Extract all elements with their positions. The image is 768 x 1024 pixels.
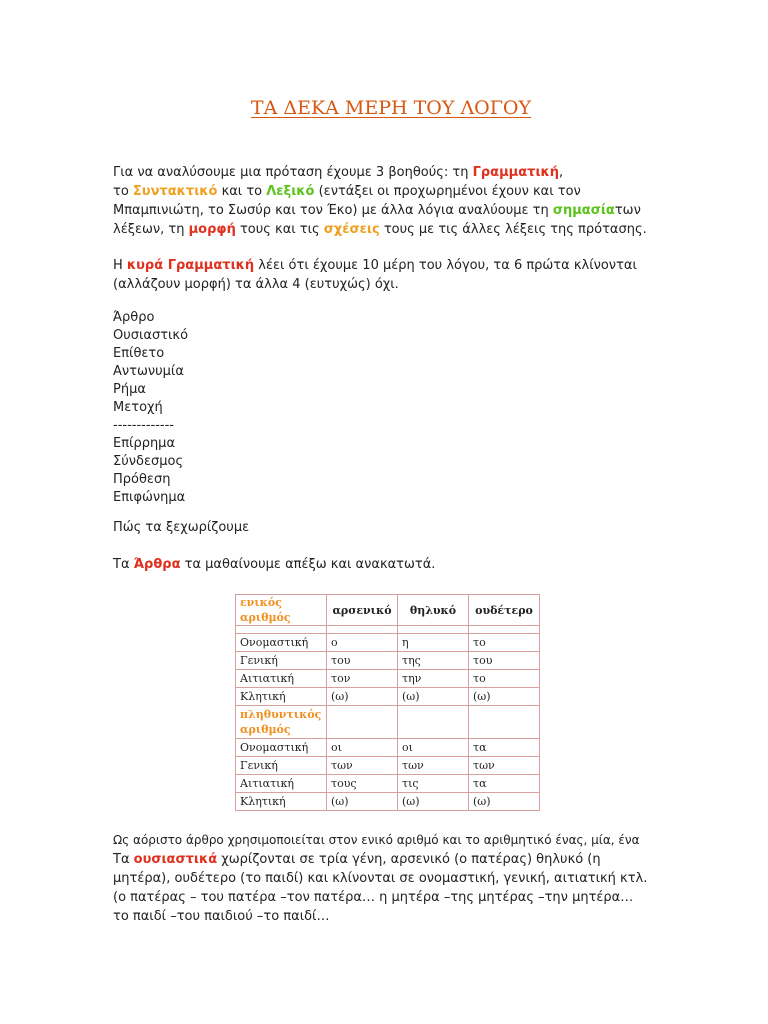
grammar-line-2: (αλλάζουν μορφή) τα άλλα 4 (ευτυχώς) όχι. xyxy=(113,277,399,292)
table-cell: Κλητική xyxy=(236,793,327,811)
keyword-nouns: ουσιαστικά xyxy=(133,852,218,867)
table-cell: το xyxy=(469,634,540,652)
intro-line-4 xyxy=(113,220,673,239)
list-item: Επίθετο xyxy=(113,346,165,361)
how-heading: Πώς τα ξεχωρίζουμε xyxy=(113,520,250,535)
singular-label: ενικός αριθμός xyxy=(236,595,327,626)
table-cell: Ονομαστική xyxy=(236,739,327,757)
table-spacer-row xyxy=(236,626,540,634)
indefinite-article-line: Ως αόριστο άρθρο χρησιμοποιείται στον ενικό αριθμό και το αριθμητικό ένας, μία, ένα xyxy=(113,833,640,847)
table-cell: Αιτιατική xyxy=(236,775,327,793)
column-header: αρσενικό xyxy=(327,595,398,626)
list-item: Επιφώνημα xyxy=(113,490,186,505)
keyword-relations: σχέσεις xyxy=(323,222,380,237)
table-cell: των xyxy=(469,757,540,775)
grammar-line-1 xyxy=(113,256,673,275)
table-row xyxy=(236,688,540,706)
table-cell: τους xyxy=(327,775,398,793)
table-cell: (ω) xyxy=(398,793,469,811)
nouns-line: μητέρα), ουδέτερο (το παιδί) και κλίνονται σε ονομαστική, γενική, αιτιατική κτλ. xyxy=(113,871,648,886)
table-cell: τις xyxy=(398,775,469,793)
intro-text: (εντάξει οι προχωρημένοι έχουν και τον xyxy=(314,184,581,199)
table-cell: ο xyxy=(327,634,398,652)
table-row xyxy=(236,775,540,793)
keyword-lady-grammar: κυρά Γραμματική xyxy=(126,258,255,273)
page-title: ΤΑ ΔΕΚΑ ΜΕΡΗ ΤΟΥ ΛΟΓΟΥ xyxy=(250,97,532,119)
table-cell: του xyxy=(469,652,540,670)
intro-line-1 xyxy=(113,163,673,182)
table-cell: οι xyxy=(398,739,469,757)
table-row xyxy=(236,634,540,652)
articles-text: τα μαθαίνουμε απέξω και ανακατωτά. xyxy=(180,557,436,572)
parts-of-speech-list xyxy=(113,309,188,507)
grammar-text: Η xyxy=(113,258,127,273)
table-cell: την xyxy=(398,670,469,688)
nouns-paragraph xyxy=(113,831,647,926)
table-cell: (ω) xyxy=(327,688,398,706)
intro-text: Μπαμπινιώτη, το Σωσύρ και τον Έκο) με άλλα λόγια αναλύουμε τη xyxy=(113,203,553,218)
intro-text: των xyxy=(614,203,641,218)
table-cell: Ονομαστική xyxy=(236,634,327,652)
column-header: θηλυκό xyxy=(398,595,469,626)
intro-text: , xyxy=(559,165,564,180)
keyword-meaning: σημασία xyxy=(552,203,615,218)
list-divider: ------------- xyxy=(113,418,174,433)
table-cell: Κλητική xyxy=(236,688,327,706)
intro-line-3 xyxy=(113,201,673,220)
list-item: Άρθρο xyxy=(113,310,155,325)
intro-paragraph xyxy=(113,163,673,239)
intro-text: τους με τις άλλες λέξεις της πρότασης. xyxy=(379,222,647,237)
table-cell: τα xyxy=(469,739,540,757)
articles-sentence xyxy=(113,557,435,572)
table-row xyxy=(236,793,540,811)
list-item: Μετοχή xyxy=(113,400,163,415)
keyword-articles: Άρθρα xyxy=(133,557,181,572)
articles-table xyxy=(235,594,540,811)
intro-line-2 xyxy=(113,182,673,201)
keyword-lexicon: Λεξικό xyxy=(266,184,315,199)
table-cell: Αιτιατική xyxy=(236,670,327,688)
nouns-line: το παιδί –του παιδιού –το παιδί… xyxy=(113,909,330,924)
table-cell: (ω) xyxy=(327,793,398,811)
table-row xyxy=(236,670,540,688)
table-cell: των xyxy=(398,757,469,775)
table-row xyxy=(236,652,540,670)
table-row xyxy=(236,739,540,757)
nouns-line: (ο πατέρας – του πατέρα –τον πατέρα… η μητέρα –της μητέρας –την μητέρα… xyxy=(113,890,634,905)
nouns-text: Τα xyxy=(113,852,134,867)
list-item: Ουσιαστικό xyxy=(113,328,189,343)
grammar-paragraph xyxy=(113,256,673,294)
nouns-line xyxy=(113,850,647,869)
table-cell: Γενική xyxy=(236,757,327,775)
nouns-text: χωρίζονται σε τρία γένη, αρσενικό (ο πατέρας) θηλυκό (η xyxy=(217,852,601,867)
grammar-text: λέει ότι έχουμε 10 μέρη του λόγου, τα 6 πρώτα κλίνονται xyxy=(254,258,637,273)
table-cell: των xyxy=(327,757,398,775)
intro-text: και το xyxy=(217,184,267,199)
table-cell: (ω) xyxy=(469,793,540,811)
intro-text: το xyxy=(113,184,133,199)
intro-text: Για να αναλύσουμε μια πρόταση έχουμε 3 βοηθούς: τη xyxy=(113,165,473,180)
table-cell: το xyxy=(469,670,540,688)
intro-text: τους και τις xyxy=(235,222,324,237)
list-item: Επίρρημα xyxy=(113,436,176,451)
articles-text: Τα xyxy=(113,557,134,572)
column-header: ουδέτερο xyxy=(469,595,540,626)
table-cell: τον xyxy=(327,670,398,688)
table-cell: Γενική xyxy=(236,652,327,670)
list-item: Πρόθεση xyxy=(113,472,171,487)
table-cell: του xyxy=(327,652,398,670)
plural-label: πληθυντικός αριθμός xyxy=(236,706,327,739)
table-row xyxy=(236,706,540,739)
table-cell: τα xyxy=(469,775,540,793)
keyword-syntax: Συντακτικό xyxy=(132,184,218,199)
list-item: Σύνδεσμος xyxy=(113,454,184,469)
table-row xyxy=(236,757,540,775)
table-header-row xyxy=(236,595,540,626)
table-cell: (ω) xyxy=(469,688,540,706)
table-cell: οι xyxy=(327,739,398,757)
keyword-form: μορφή xyxy=(188,222,236,237)
table-cell: της xyxy=(398,652,469,670)
list-item: Ρήμα xyxy=(113,382,146,397)
intro-text: λέξεων, τη xyxy=(113,222,189,237)
keyword-grammar: Γραμματική xyxy=(472,165,560,180)
table-cell: (ω) xyxy=(398,688,469,706)
list-item: Αντωνυμία xyxy=(113,364,184,379)
table-cell: η xyxy=(398,634,469,652)
